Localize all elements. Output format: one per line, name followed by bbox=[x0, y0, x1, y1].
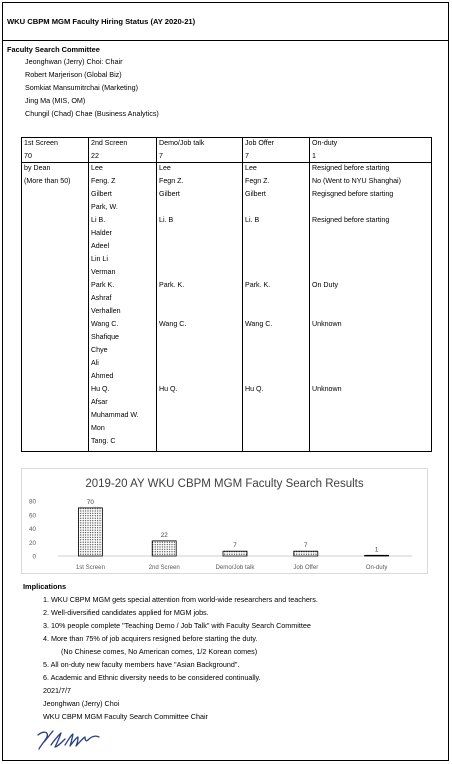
table-cell-entry bbox=[159, 229, 240, 242]
table-cell-entry: Gilbert bbox=[91, 190, 112, 198]
column-count: 22 bbox=[89, 151, 157, 163]
implication-item: 4. More than 75% of job acquirers resigned before starting the duty. bbox=[43, 634, 258, 643]
table-cell-entry: Verhallen bbox=[91, 307, 121, 315]
implication-item: 1. WKU CBPM MGM gets special attention from world-wide researchers and teachers. bbox=[43, 595, 318, 604]
page-title: WKU CBPM MGM Faculty Hiring Status (AY 2020-21) bbox=[7, 17, 196, 26]
committee-member: Robert Marjerison (Global Biz) bbox=[25, 70, 122, 80]
column-header: 2nd Screen bbox=[89, 138, 157, 151]
y-tick-label: 80 bbox=[28, 498, 36, 506]
table-cell-entry: Verman bbox=[91, 268, 116, 276]
committee-member: Somkiat Mansumitrchai (Marketing) bbox=[25, 83, 139, 93]
y-tick-label: 20 bbox=[28, 539, 36, 547]
table-cell-entry bbox=[159, 307, 240, 320]
table-cell-entry: Halder bbox=[91, 229, 112, 237]
column-header: Demo/Job talk bbox=[157, 138, 243, 151]
table-cell-entry bbox=[245, 372, 307, 385]
table-cell-entry: Tang. C bbox=[91, 437, 116, 445]
y-tick-label: 0 bbox=[32, 553, 36, 561]
table-cell-entry: (More than 50) bbox=[24, 177, 71, 185]
table-count-row bbox=[22, 151, 432, 163]
table-cell-entry: Lin Li bbox=[91, 255, 108, 263]
table-cell-entry bbox=[159, 242, 240, 255]
table-cell-entry bbox=[312, 372, 429, 385]
table-cell-entry: Resigned before starting bbox=[312, 164, 390, 172]
committee-member: Jeonghwan (Jerry) Choi: Chair bbox=[25, 57, 123, 67]
data-label: 1 bbox=[374, 546, 379, 554]
table-cell-entry: Lee bbox=[159, 164, 171, 172]
bar-demo-job-talk bbox=[223, 551, 247, 556]
table-cell-entry bbox=[159, 294, 240, 307]
table-cell-entry bbox=[159, 333, 240, 346]
table-cell-entry: Li. B bbox=[245, 216, 260, 224]
table-cell-entry bbox=[245, 255, 307, 268]
column-entries-demo-job-talk bbox=[157, 163, 243, 452]
column-entries-1st-screen bbox=[22, 163, 89, 452]
committee-member: Chungil (Chad) Chae (Business Analytics) bbox=[25, 109, 159, 119]
table-cell-entry: Ashraf bbox=[91, 294, 112, 302]
implication-item: 2. Well-diversified candidates applied for MGM jobs. bbox=[43, 608, 209, 617]
search-committee bbox=[7, 45, 445, 122]
table-cell-entry bbox=[159, 346, 240, 359]
table-cell-entry: Park. K. bbox=[245, 281, 271, 289]
table-cell-entry bbox=[312, 359, 429, 372]
data-label: 7 bbox=[304, 542, 308, 550]
x-tick-label: 1st Screen bbox=[75, 564, 105, 571]
table-cell-entry bbox=[245, 307, 307, 320]
column-header: 1st Screen bbox=[22, 138, 89, 151]
table-cell-entry: Li. B bbox=[159, 216, 174, 224]
table-cell-entry bbox=[245, 268, 307, 281]
table-cell-entry bbox=[312, 203, 429, 216]
implication-item: 3. 10% people complete "Teaching Demo / Job Talk" with Faculty Search Committee bbox=[43, 621, 311, 630]
y-tick-label: 60 bbox=[28, 512, 36, 520]
x-tick-label: 2nd Screen bbox=[148, 564, 180, 571]
bar-2nd-screen bbox=[152, 541, 176, 556]
search-results-chart bbox=[21, 468, 428, 574]
table-cell-entry bbox=[312, 333, 429, 346]
table-cell-entry: Gilbert bbox=[245, 190, 266, 198]
table-cell-entry: Chye bbox=[91, 346, 108, 354]
table-cell-entry: Lee bbox=[91, 164, 103, 172]
implication-item: 6. Academic and Ethnic diversity needs to be considered continually. bbox=[43, 673, 261, 682]
table-cell-entry: Park, W. bbox=[91, 203, 118, 211]
table-cell-entry: Fegn Z. bbox=[159, 177, 184, 185]
table-cell-entry: Fegn Z. bbox=[245, 177, 270, 185]
column-entries-on-duty bbox=[310, 163, 432, 452]
table-cell-entry bbox=[245, 346, 307, 359]
document-page bbox=[2, 2, 449, 761]
table-cell-entry: Wang C. bbox=[91, 320, 119, 328]
committee-member: Jing Ma (MIS, OM) bbox=[25, 96, 86, 106]
table-cell-entry: Adeel bbox=[91, 242, 110, 250]
table-header-row bbox=[22, 138, 432, 151]
table-cell-entry bbox=[312, 229, 429, 242]
handwritten-signature bbox=[35, 725, 115, 755]
document-date: 2021/7/7 bbox=[43, 686, 71, 695]
table-cell-entry bbox=[245, 294, 307, 307]
table-cell-entry: Gilbert bbox=[159, 190, 180, 198]
bar-job-offer bbox=[294, 551, 318, 556]
data-label: 70 bbox=[86, 498, 94, 506]
table-cell-entry bbox=[245, 203, 307, 216]
table-cell-entry: Li B. bbox=[91, 216, 106, 224]
table-cell-entry bbox=[159, 372, 240, 385]
table-cell-entry: by Dean bbox=[24, 164, 51, 172]
table-cell-entry: Mon bbox=[91, 424, 105, 432]
table-cell-entry: No (Went to NYU Shanghai) bbox=[312, 177, 401, 185]
table-cell-entry bbox=[245, 333, 307, 346]
table-cell-entry: Regisgned before starting bbox=[312, 190, 394, 198]
table-cell-entry: Resigned before starting bbox=[312, 216, 390, 224]
column-header: On-duty bbox=[310, 138, 432, 151]
table-cell-entry bbox=[312, 242, 429, 255]
column-count: 7 bbox=[157, 151, 243, 163]
bar-on-duty bbox=[365, 555, 389, 556]
implication-item-note: (No Chinese comes, No American comes, 1/2 Korean comes) bbox=[61, 647, 258, 656]
table-cell-entry: Park K. bbox=[91, 281, 115, 289]
table-cell-entry: Hu Q. bbox=[159, 385, 178, 393]
committee-heading: Faculty Search Committee bbox=[7, 45, 100, 54]
table-cell-entry bbox=[245, 359, 307, 372]
table-cell-entry bbox=[159, 359, 240, 372]
table-cell-entry: Shafique bbox=[91, 333, 120, 341]
table-cell-entry bbox=[159, 268, 240, 281]
hiring-status-table bbox=[21, 137, 432, 452]
table-cell-entry bbox=[312, 294, 429, 307]
chart-canvas bbox=[22, 469, 429, 575]
implications-section bbox=[23, 582, 443, 725]
table-names-row bbox=[22, 163, 432, 452]
author-name: Jeonghwan (Jerry) Choi bbox=[43, 699, 120, 708]
data-label: 7 bbox=[233, 542, 237, 550]
table-cell-entry bbox=[245, 229, 307, 242]
table-cell-entry bbox=[159, 203, 240, 216]
column-count: 1 bbox=[310, 151, 432, 163]
table-cell-entry: Hu Q. bbox=[245, 385, 264, 393]
table-cell-entry bbox=[245, 242, 307, 255]
table-cell-entry: Afsar bbox=[91, 398, 108, 406]
column-count: 70 bbox=[22, 151, 89, 163]
x-tick-label: Demo/Job talk bbox=[215, 564, 255, 571]
table-cell-entry: Unknown bbox=[312, 320, 342, 328]
table-cell-entry bbox=[312, 307, 429, 320]
implication-item: 5. All on-duty new faculty members have "Asian Background". bbox=[43, 660, 240, 669]
chart-title: 2019-20 AY WKU CBPM MGM Faculty Search Results bbox=[85, 478, 364, 490]
data-label: 22 bbox=[160, 531, 168, 539]
x-tick-label: Job Offer bbox=[293, 564, 319, 571]
table-cell-entry: Unknown bbox=[312, 385, 342, 393]
implications-heading: Implications bbox=[23, 582, 67, 591]
table-cell-entry bbox=[159, 255, 240, 268]
table-cell-entry: Muhammad W. bbox=[91, 411, 139, 419]
table-cell-entry: On Duty bbox=[312, 281, 339, 289]
table-cell-entry: Ahmed bbox=[91, 372, 114, 380]
column-header: Job Offer bbox=[243, 138, 310, 151]
table-cell-entry bbox=[312, 255, 429, 268]
table-cell-entry bbox=[312, 268, 429, 281]
bar-1st-screen bbox=[78, 508, 102, 556]
table-cell-entry: Wang C. bbox=[245, 320, 273, 328]
table-cell-entry: Wang C. bbox=[159, 320, 187, 328]
y-tick-label: 40 bbox=[28, 526, 36, 533]
title-box bbox=[3, 3, 448, 41]
column-entries-job-offer bbox=[243, 163, 310, 452]
table-cell-entry: Feng. Z bbox=[91, 177, 116, 185]
table-cell-entry: Hu Q. bbox=[91, 385, 110, 393]
x-tick-label: On-duty bbox=[365, 564, 388, 571]
table-cell-entry: Ali bbox=[91, 359, 99, 367]
column-entries-2nd-screen bbox=[89, 163, 157, 452]
table-cell-entry bbox=[312, 346, 429, 359]
author-title: WKU CBPM MGM Faculty Search Committee Chair bbox=[43, 712, 208, 721]
table-cell-entry: Park. K. bbox=[159, 281, 185, 289]
table-cell-entry: Lee bbox=[245, 164, 257, 172]
column-count: 7 bbox=[243, 151, 310, 163]
